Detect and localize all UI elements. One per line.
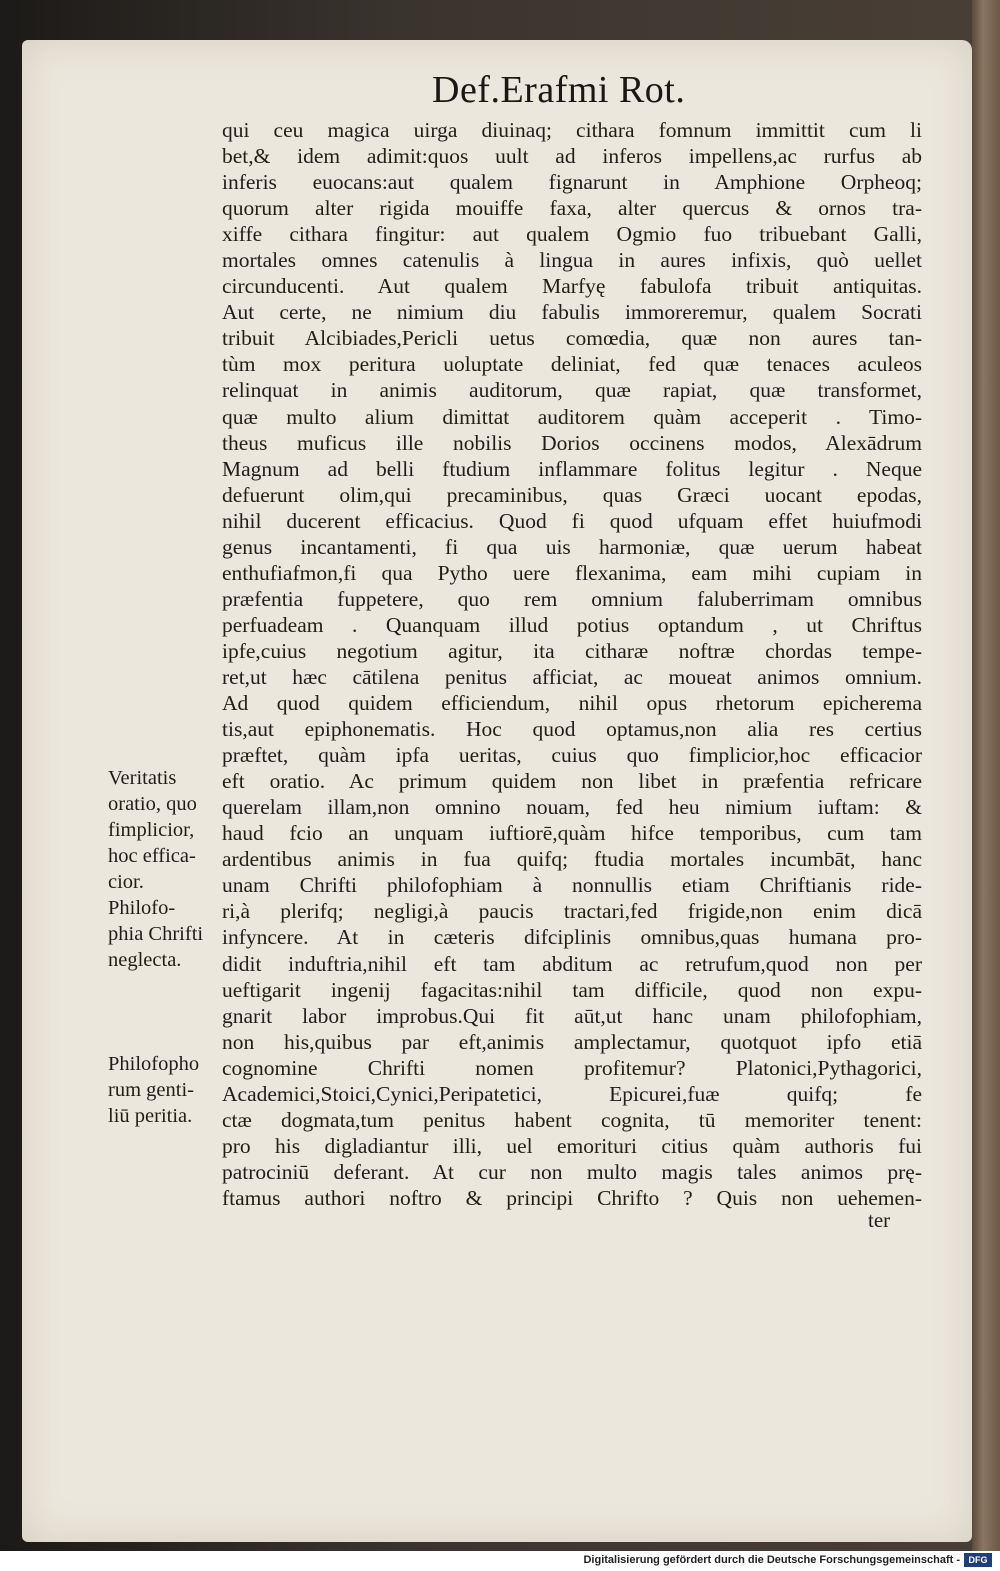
text-line: ardentibus animis in fua quifq; ftudia mortales incumbāt, hanc [222, 847, 922, 872]
text-line: inferis euocans:aut qualem fignarunt in Amphione Orpheoq; [222, 170, 922, 195]
body-text [222, 117, 922, 1211]
footer-bar [0, 1551, 1000, 1571]
text-line: unam Chrifti philofophiam à nonnullis etiam Chriftianis ride- [222, 873, 922, 898]
text-line: nihil ducerent efficacius. Quod fi quod ufquam effet huiufmodi [222, 508, 922, 533]
text-line: præftet, quàm ipfa ueritas, cuius quo fimplicior,hoc efficacior [222, 743, 922, 768]
text-line: gnarit labor improbus.Qui fit aūt,ut hanc unam philofophiam, [222, 1003, 922, 1028]
margin-note-line: phia Chrifti [108, 923, 204, 945]
footer-credit: Digitalisierung gefördert durch die Deutsche Forschungsgemeinschaft - [583, 1554, 960, 1566]
text-line: ctæ dogmata,tum penitus habent cognita, tū memoriter tenent: [222, 1107, 922, 1132]
text-line: Ad quod quidem efficiendum, nihil opus rhetorum epicherema [222, 691, 922, 716]
text-line: relinquat in animis auditorum, quæ rapiat, quæ transformet, [222, 378, 922, 403]
text-line: quorum alter rigida mouiffe faxa, alter quercus & ornos tra- [222, 196, 922, 221]
text-line: ipfe,cuius negotium agitur, ita citharæ noftræ chordas tempe- [222, 638, 922, 663]
text-line: quæ multo alium dimittat auditorem quàm acceperit . Timo- [222, 404, 922, 429]
text-line: haud fcio an unquam iuftiorē,quàm hifce temporibus, cum tam [222, 821, 922, 846]
text-line: infyncere. At in cæteris difciplinis omnibus,quas humana pro- [222, 925, 922, 950]
text-line: tribuit Alcibiades,Pericli uetus comœdia, quæ non aures tan- [222, 326, 922, 351]
text-line: xiffe cithara fingitur: aut qualem Ogmio fuo tribuebant Galli, [222, 222, 922, 247]
text-line: pro his digladiantur illi, uel emorituri citius quàm authoris fui [222, 1133, 922, 1158]
text-line: didit induftria,nihil eft tam abditum ac retrufum,quod non per [222, 951, 922, 976]
text-line: ret,ut hæc cātilena penitus afficiat, ac moueat animos omnium. [222, 664, 922, 689]
text-line: genus incantamenti, fi qua uis harmoniæ, quæ uerum habeat [222, 534, 922, 559]
margin-note-line: cior. [108, 871, 144, 893]
text-line: Academici,Stoici,Cynici,Peripatetici, Epicurei,fuæ quifq; fe [222, 1081, 922, 1106]
text-line: patrociniū deferant. At cur non multo magis tales animos prę- [222, 1159, 922, 1184]
text-line: tis,aut epiphonematis. Hoc quod optamus,non alia res certius [222, 717, 922, 742]
margin-note-veritatis [108, 765, 238, 895]
text-line: tùm mox peritura uoluptate deliniat, fed quæ tenaces aculeos [222, 352, 922, 377]
text-line: Aut certe, ne nimium diu fabulis immoreremur, qualem Socrati [222, 300, 922, 325]
text-line: eft oratio. Ac primum quidem non libet in præfentia refricare [222, 769, 922, 794]
margin-note-line: fimplicior, [108, 819, 195, 841]
margin-note-philosophorum [108, 1051, 238, 1129]
text-line: querelam illam,non omnino nouam, fed heu nimium iuftam: & [222, 795, 922, 820]
margin-note-line: rum genti- [108, 1079, 194, 1101]
text-line: præfentia fuppetere, quo rem omnium faluberrimam omnibus [222, 586, 922, 611]
text-line: enthufiafmon,fi qua Pytho uere flexanima, eam mihi cupiam in [222, 560, 922, 585]
text-line: circunducenti. Aut qualem Marfyę fabulofa tribuit antiquitas. [222, 274, 922, 299]
text-line: mortales omnes catenulis à lingua in aures infixis, quò uellet [222, 248, 922, 273]
margin-note-line: liū peritia. [108, 1105, 193, 1127]
margin-note-line: oratio, quo [108, 793, 197, 815]
text-line: defuerunt olim,qui precaminibus, quas Græci uocant epodas, [222, 482, 922, 507]
margin-note-philosophia [108, 895, 238, 973]
text-line: bet,& idem adimit:quos uult ad inferos impellens,ac rurfus ab [222, 144, 922, 169]
text-line: ueftigarit ingenij fagacitas:nihil tam difficile, quod non expu- [222, 977, 922, 1002]
catchword: ter [868, 1208, 891, 1232]
dfg-logo: DFG [964, 1553, 992, 1567]
text-line: qui ceu magica uirga diuinaq; cithara fomnum immittit cum li [222, 118, 922, 142]
margin-note-line: Philofopho [108, 1053, 200, 1075]
margin-note-line: Philofo- [108, 897, 176, 919]
text-line: theus muficus ille nobilis Dorios occinens modos, Alexādrum [222, 430, 922, 455]
margin-note-line: hoc effica- [108, 845, 196, 867]
text-line: ftamus authori noftro & principi Chrifto ? Quis non uehemen- [222, 1185, 922, 1210]
margin-note-line: Veritatis [108, 767, 177, 789]
text-line: cognomine Chrifti nomen profitemur? Platonici,Pythagorici, [222, 1055, 922, 1080]
margin-note-line: neglecta. [108, 949, 182, 971]
text-line: ri,à plerifq; negligi,à paucis tractari,fed frigide,non enim dicā [222, 899, 922, 924]
book-spine [972, 0, 1000, 1551]
text-line: Magnum ad belli ftudium inflammare folitus legitur . Neque [222, 456, 922, 481]
running-head: Def.Erafmi Rot. [432, 69, 686, 111]
text-line: non his,quibus par eft,animis amplectamur, quotquot ipfo etiā [222, 1029, 922, 1054]
text-line: perfuadeam . Quanquam illud potius optandum , ut Chriftus [222, 612, 922, 637]
